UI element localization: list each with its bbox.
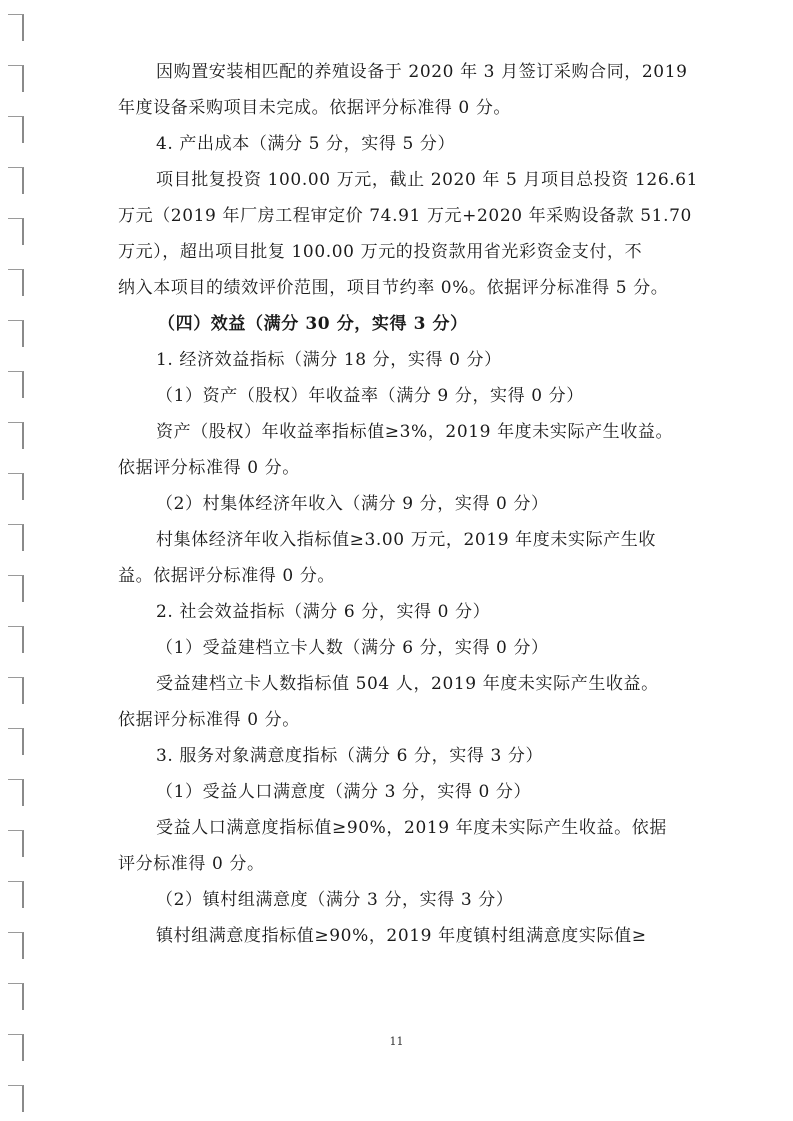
text-line: 受益人口满意度指标值≥90%，2019 年度未实际产生收益。依据 [156,818,667,838]
text-line: 2. 社会效益指标（满分 6 分，实得 0 分） [156,602,491,622]
binding-mark [8,422,24,449]
text-line: （2）村集体经济年收入（满分 9 分，实得 0 分） [156,494,549,514]
binding-mark [8,728,24,755]
text-line: 受益建档立卡人数指标值 504 人，2019 年度未实际产生收益。 [156,674,659,694]
text-line: 评分标准得 0 分。 [118,854,265,874]
binding-mark [8,626,24,653]
binding-mark [8,830,24,857]
text-line: 益。依据评分标准得 0 分。 [118,566,336,586]
text-line: （2）镇村组满意度（满分 3 分，实得 3 分） [156,890,514,910]
text-line: （1）受益人口满意度（满分 3 分，实得 0 分） [156,782,532,802]
binding-mark [8,524,24,551]
text-line: 4. 产出成本（满分 5 分，实得 5 分） [156,134,456,154]
document-body [118,62,718,962]
text-line: 3. 服务对象满意度指标（满分 6 分，实得 3 分） [156,746,544,766]
binding-mark [8,116,24,143]
text-line: 依据评分标准得 0 分。 [118,458,300,478]
text-line: 万元（2019 年厂房工程审定价 74.91 万元+2020 年采购设备款 51.70 [118,206,692,226]
text-line: 因购置安装相匹配的养殖设备于 2020 年 3 月签订采购合同，2019 [156,62,688,82]
text-line: 资产（股权）年收益率指标值≥3%，2019 年度未实际产生收益。 [156,422,674,442]
binding-mark [8,320,24,347]
binding-mark [8,932,24,959]
binding-mark [8,65,24,92]
text-line: 村集体经济年收入指标值≥3.00 万元，2019 年度未实际产生收 [156,530,656,550]
text-line: 项目批复投资 100.00 万元，截止 2020 年 5 月项目总投资 126.61 [156,170,699,190]
text-line: （1）资产（股权）年收益率（满分 9 分，实得 0 分） [156,386,584,406]
binding-mark [8,1085,24,1112]
binding-mark [8,218,24,245]
binding-mark [8,677,24,704]
binding-mark [8,779,24,806]
binding-mark [8,983,24,1010]
text-line: 万元），超出项目批复 100.00 万元的投资款用省光彩资金支付，不 [118,242,643,262]
binding-mark [8,167,24,194]
binding-edge [0,0,40,1121]
text-line: （1）受益建档立卡人数（满分 6 分，实得 0 分） [156,638,549,658]
binding-mark [8,14,24,41]
text-line: 纳入本项目的绩效评价范围，项目节约率 0%。依据评分标准得 5 分。 [118,278,669,298]
text-line: 依据评分标准得 0 分。 [118,710,300,730]
binding-mark [8,269,24,296]
section-heading: （四）效益（满分 30 分，实得 3 分） [158,314,468,334]
text-line: 镇村组满意度指标值≥90%，2019 年度镇村组满意度实际值≥ [156,926,647,946]
binding-mark [8,881,24,908]
binding-mark [8,473,24,500]
binding-mark [8,575,24,602]
text-line: 年度设备采购项目未完成。依据评分标准得 0 分。 [118,98,512,118]
text-line: 1. 经济效益指标（满分 18 分，实得 0 分） [156,350,502,370]
binding-mark [8,371,24,398]
page-number: 11 [389,1035,404,1048]
